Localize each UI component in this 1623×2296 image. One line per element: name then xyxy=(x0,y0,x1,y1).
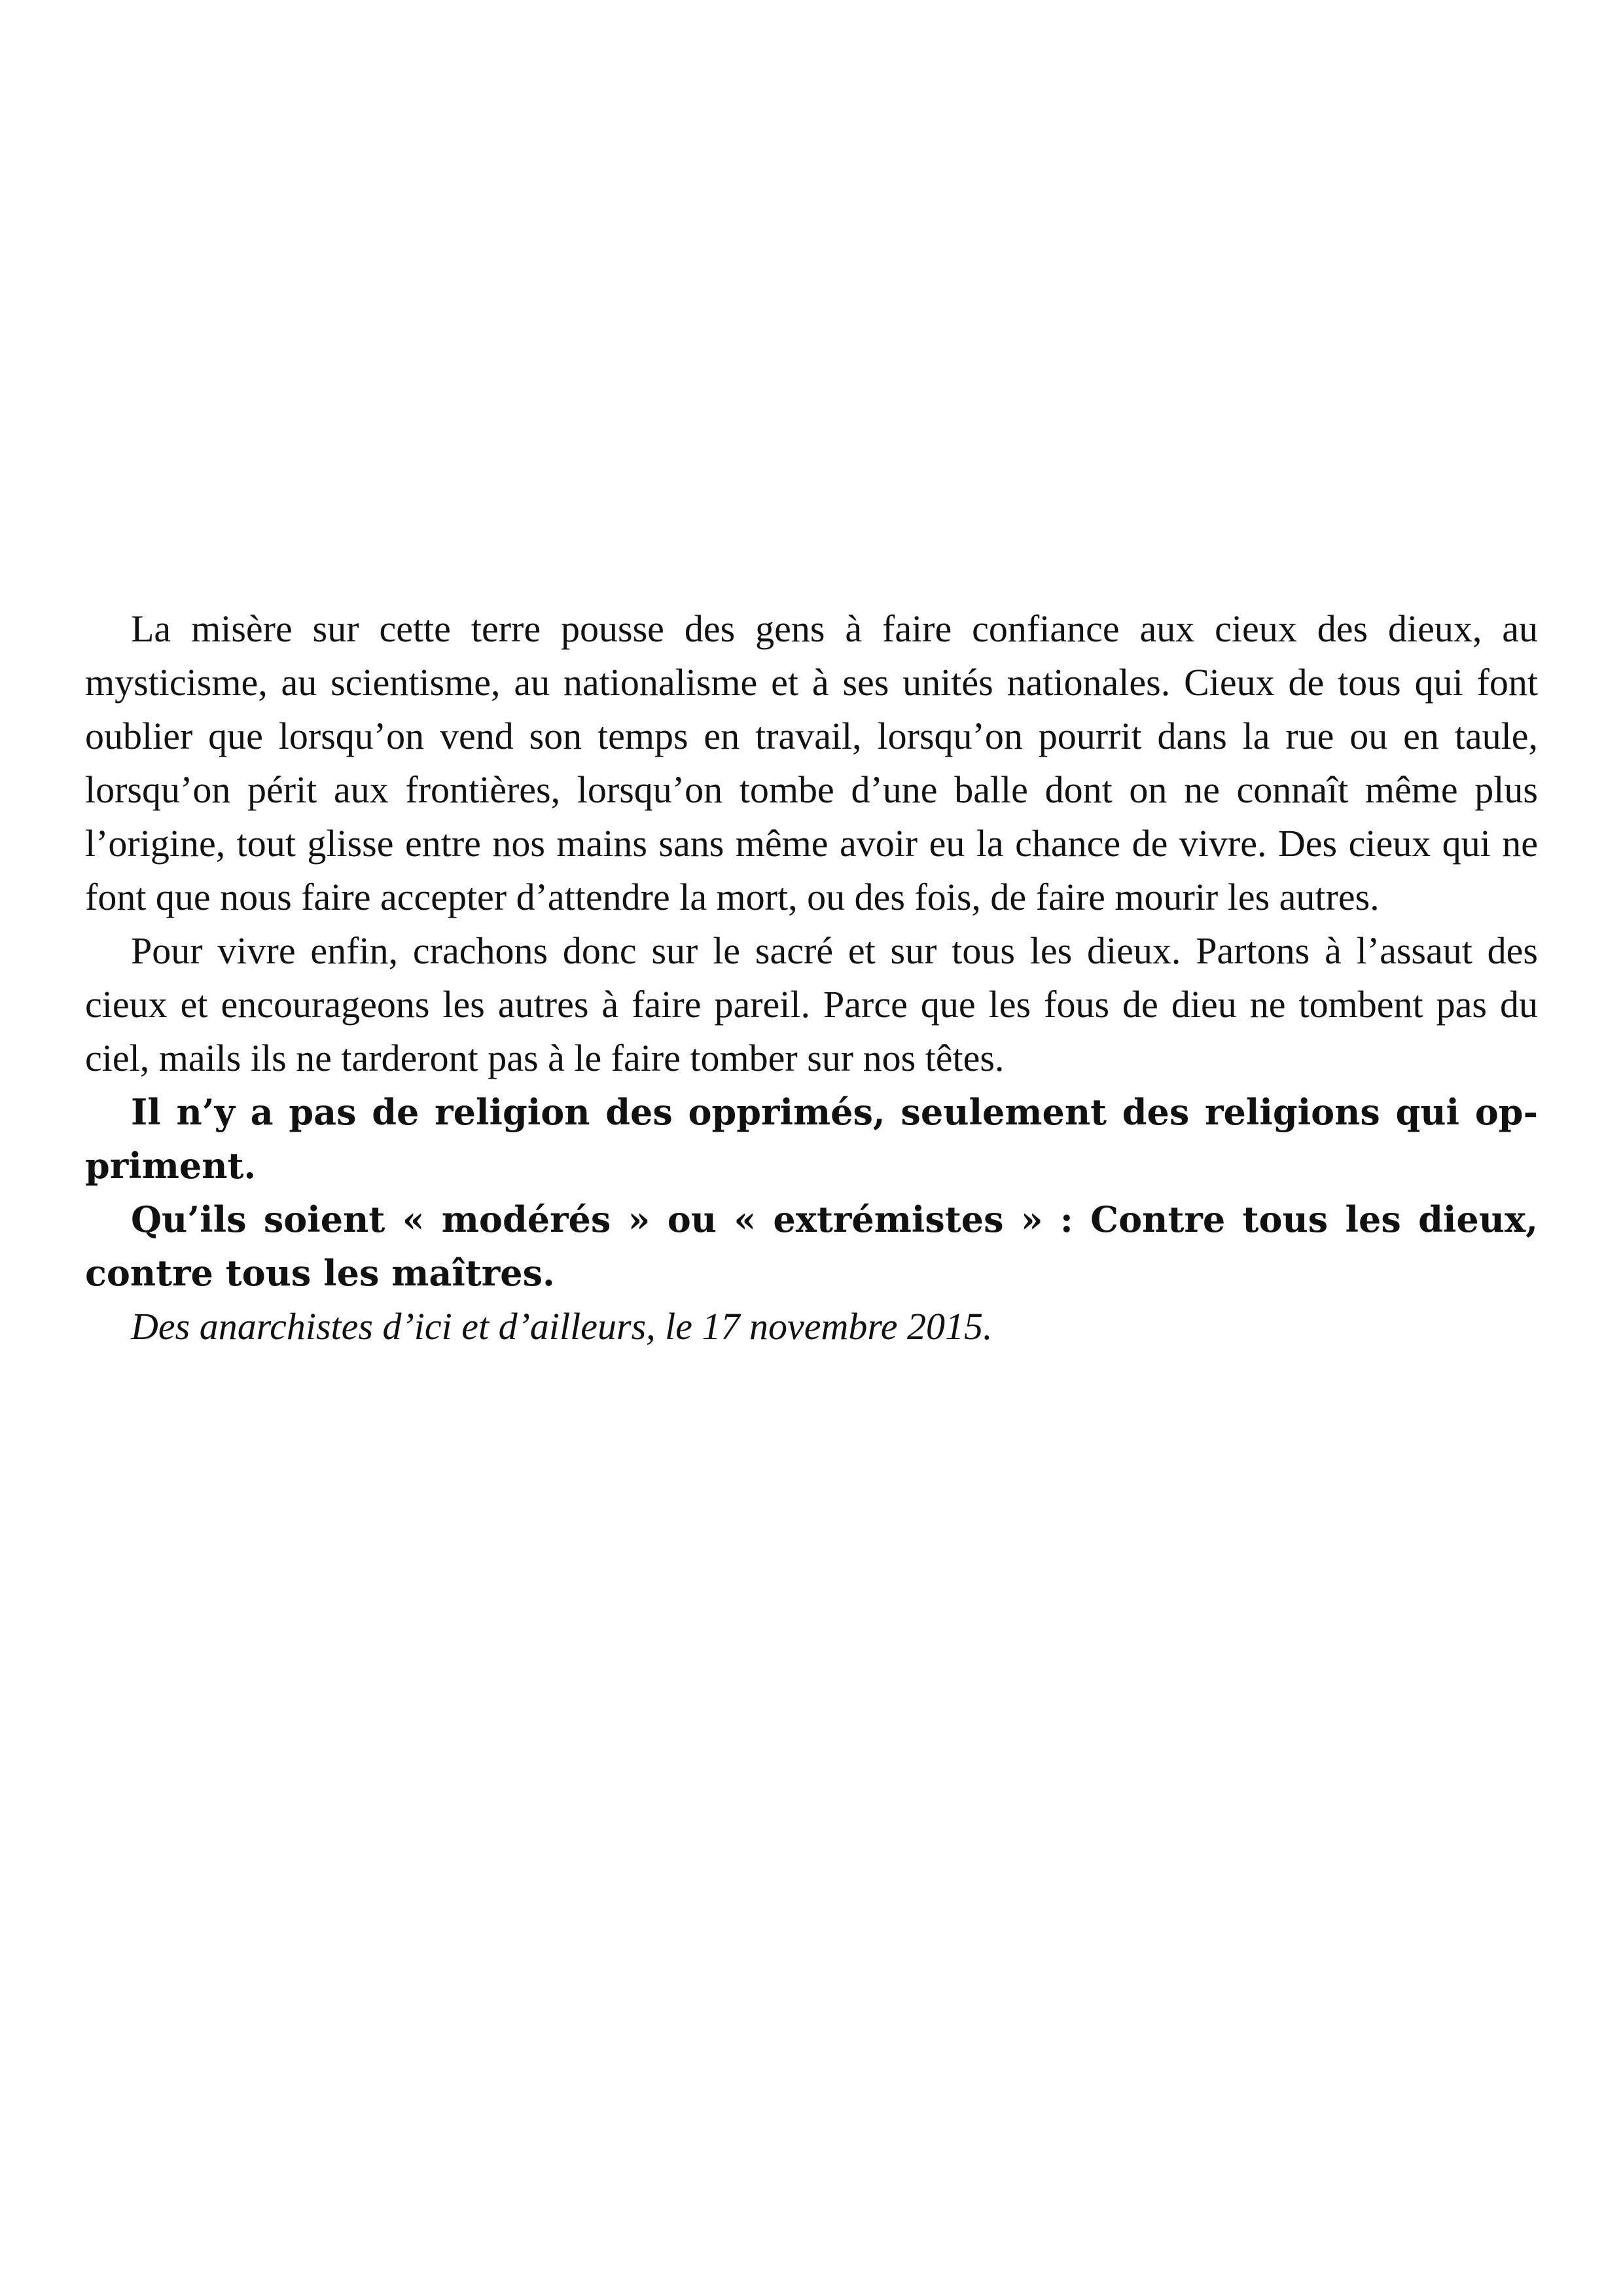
paragraph-opprimes: Il n’y a pas de religion des opprimés, seulement des religions qui oppriment. xyxy=(85,1091,1538,1187)
paragraph-pour-vivre: Pour vivre enfin, crachons donc sur le sacré et sur tous les dieux. Partons à l’assaut des cieux et encourageons les autres à faire pareil. Parce que les fous de dieu ne tombent pas du ciel, mails ils ne tarderont pas à le faire tomber sur nos têtes. xyxy=(85,929,1538,1079)
body-text xyxy=(85,602,1538,1354)
signature-line: Des anarchistes d’ici et d’ailleurs, le 17 novembre 2015. xyxy=(131,1305,993,1348)
paragraph-misere: La misère sur cette terre pousse des gens à faire confiance aux cieux des dieux, au mysticisme, au scientisme, au nationalisme et à ses unités nationales. Cieux de tous qui font oublier que lorsqu’on vend son temps en travail, lorsqu’on pourrit dans la rue ou en taule, lorsqu’on périt aux frontières, lorsqu’on tombe d’une balle dont on ne connaît même plus l’origine, tout glisse entre nos mains sans même avoir eu la chance de vivre. Des cieux qui ne font que nous faire accepter d’attendre la mort, ou des fois, de faire mourir les autres. xyxy=(85,607,1538,918)
paragraph-contre-tous-les-dieux: Qu’ils soient « modérés » ou « extrémistes » : Contre tous les dieux, contre tous les maîtres. xyxy=(85,1198,1538,1294)
